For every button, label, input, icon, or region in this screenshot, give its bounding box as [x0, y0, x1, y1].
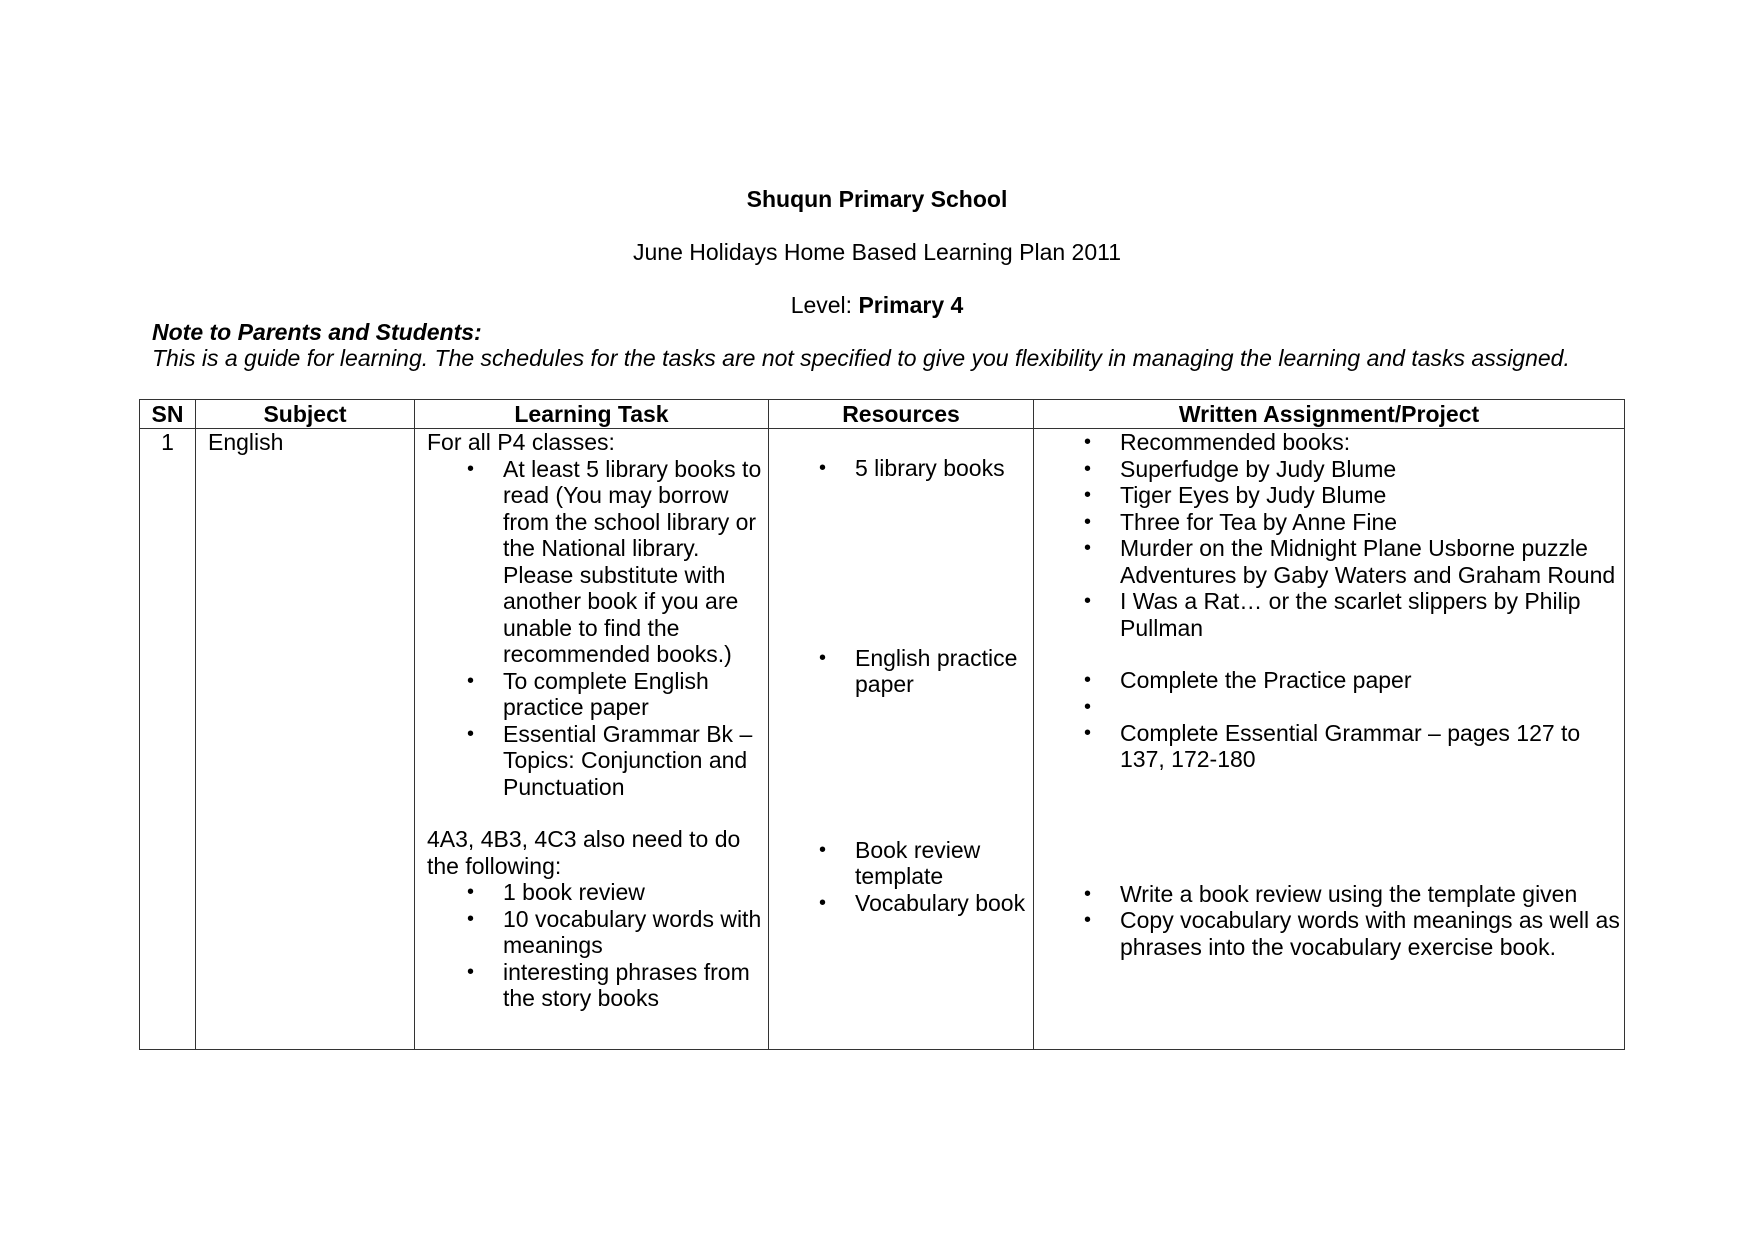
learning-plan-table	[139, 399, 1625, 1050]
learning-intro-all: For all P4 classes:	[427, 429, 615, 455]
level-label: Level:	[790, 292, 859, 318]
cell-written-assignment	[1034, 429, 1625, 1050]
column-header-subject: Subject	[196, 400, 415, 429]
cell-resources	[769, 429, 1034, 1050]
school-name: Shuqun Primary School	[746, 186, 1008, 212]
column-header-learning-task: Learning Task	[415, 400, 769, 429]
list-item: • Three for Tea by Anne Fine	[1034, 509, 1624, 536]
cell-sn: 1	[140, 429, 196, 1050]
list-item: • I Was a Rat… or the scarlet slippers by Philip Pullman	[1034, 588, 1624, 641]
note-heading: Note to Parents and Students:	[152, 319, 482, 345]
list-item: • Complete Essential Grammar – pages 127 to 137, 172-180	[1034, 720, 1624, 773]
list-item: • Murder on the Midnight Plane Usborne puzzle Adventures by Gaby Waters and Graham Round	[1034, 535, 1624, 588]
list-item: • interesting phrases from the story books	[427, 959, 768, 1012]
list-item: • Complete the Practice paper	[1034, 667, 1624, 694]
written-list	[1034, 429, 1624, 960]
resources-list	[769, 455, 1033, 916]
list-item: • Recommended books:	[1034, 429, 1624, 456]
list-item: • Vocabulary book	[769, 890, 1033, 917]
list-item: • Write a book review using the template given	[1034, 881, 1624, 908]
column-header-sn: SN	[140, 400, 196, 429]
list-item: • To complete English practice paper	[427, 668, 768, 721]
list-item	[1034, 694, 1624, 720]
column-header-written-assignment: Written Assignment/Project	[1034, 400, 1625, 429]
level-value: Primary 4	[858, 292, 964, 318]
list-item: • Book review template	[769, 837, 1033, 890]
cell-learning-task	[415, 429, 769, 1050]
cell-subject: English	[196, 429, 415, 1050]
table-header-row	[140, 400, 1625, 429]
learning-intro-extra: 4A3, 4B3, 4C3 also need to do the following:	[427, 826, 741, 879]
learning-list-all	[427, 456, 768, 801]
list-item: • 10 vocabulary words with meanings	[427, 906, 768, 959]
plan-title: June Holidays Home Based Learning Plan 2011	[633, 239, 1121, 265]
list-item: • Copy vocabulary words with meanings as well as phrases into the vocabulary exercise book.	[1034, 907, 1624, 960]
list-item: • English practice paper	[769, 645, 1033, 698]
column-header-resources: Resources	[769, 400, 1034, 429]
list-item: • At least 5 library books to read (You may borrow from the school library or the National library. Please substitute with another book if you are unable to find the recommended books.)	[427, 456, 768, 668]
list-item: • 5 library books	[769, 455, 1033, 482]
table-row	[140, 429, 1625, 1050]
learning-list-extra	[427, 879, 768, 1012]
level-line	[0, 292, 1754, 319]
list-item: • Essential Grammar Bk – Topics: Conjunction and Punctuation	[427, 721, 768, 801]
note-text: This is a guide for learning. The schedules for the tasks are not specified to give you flexibility in managing the learning and tasks assigned.	[152, 345, 1570, 371]
list-item: • Tiger Eyes by Judy Blume	[1034, 482, 1624, 509]
list-item: • 1 book review	[427, 879, 768, 906]
list-item: • Superfudge by Judy Blume	[1034, 456, 1624, 483]
